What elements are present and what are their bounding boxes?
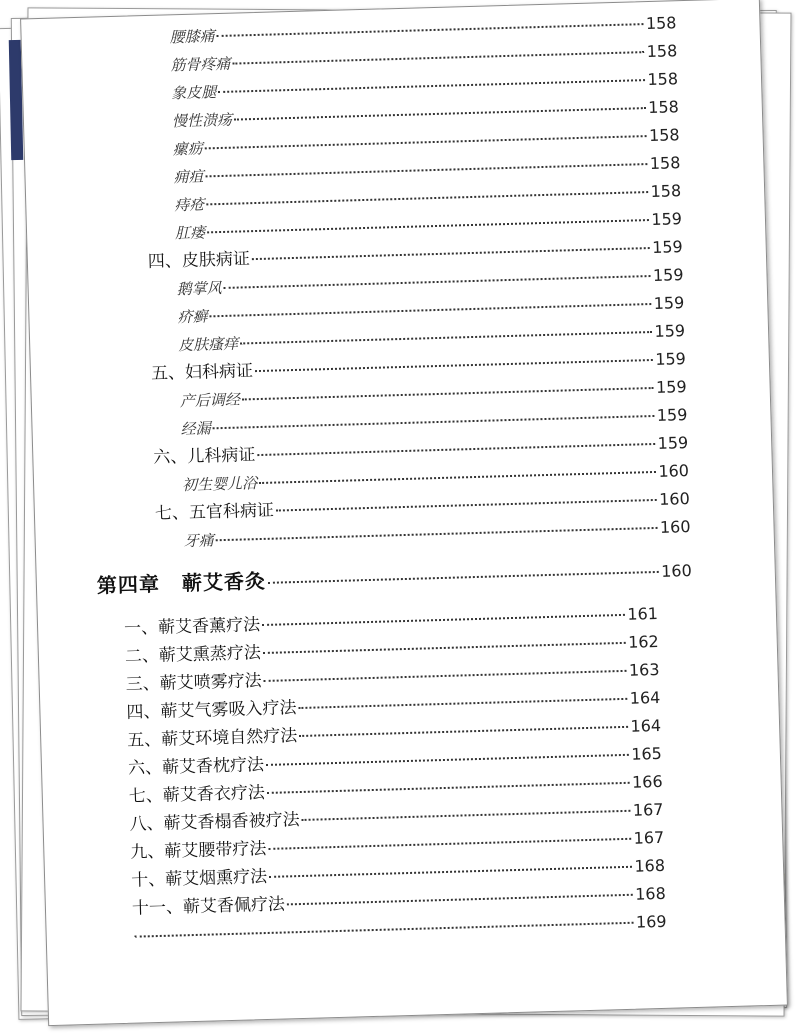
method-title: 九、蕲艾腰带疗法	[130, 838, 267, 863]
page-number: 159	[655, 349, 687, 369]
page-number: 165	[631, 743, 663, 764]
page-number: 158	[647, 69, 679, 90]
leader-dots	[299, 726, 628, 737]
subentry-title: 痈疽	[173, 167, 204, 187]
page-number: 159	[651, 237, 683, 257]
toc-page	[20, 0, 788, 1026]
leader-dots	[269, 866, 632, 878]
page-number: 166	[631, 771, 663, 792]
page-number: 158	[648, 125, 680, 146]
method-title: 二、蕲艾熏蒸疗法	[124, 643, 262, 667]
leader-dots	[276, 499, 657, 512]
leader-dots	[255, 359, 653, 372]
leader-dots	[218, 79, 645, 93]
page-number: 159	[652, 265, 684, 285]
leader-dots	[217, 23, 644, 37]
method-title: 六、蕲艾香枕疗法	[127, 755, 265, 779]
method-title: 八、蕲艾香榻香被疗法	[129, 810, 300, 835]
page-number: 158	[650, 181, 682, 201]
page-number: 160	[659, 517, 691, 537]
subentry-title: 腰膝痛	[169, 27, 215, 47]
title-gap	[160, 590, 182, 591]
page-number: 160	[658, 461, 690, 481]
section-title: 五、妇科病证	[150, 361, 254, 385]
leader-dots	[232, 51, 644, 65]
page-number: 159	[651, 209, 683, 229]
method-title: 三、蕲艾喷雾疗法	[125, 671, 262, 695]
leader-dots	[135, 922, 634, 938]
subentry-title: 牙痛	[183, 531, 214, 551]
leader-dots	[206, 163, 648, 177]
subentry-title: 产后调经	[179, 390, 241, 411]
method-title: 十一、蕲艾香佩疗法	[131, 894, 286, 919]
subentry-title: 皮肤瘙痒	[178, 334, 239, 355]
method-title: 五、蕲艾环境自然疗法	[127, 726, 298, 751]
page-number: 164	[630, 715, 662, 736]
page-number: 168	[634, 883, 667, 904]
leader-dots	[257, 443, 655, 456]
section-title: 七、五官科病证	[154, 500, 275, 524]
page-number: 160	[658, 489, 691, 509]
page-number: 164	[629, 687, 661, 708]
leader-dots	[205, 135, 647, 149]
page-number: 162	[627, 631, 659, 652]
leader-dots	[213, 415, 655, 429]
page-number: 161	[627, 603, 659, 624]
page-number: 167	[633, 827, 665, 848]
page-number: 158	[646, 41, 678, 62]
subentry-title: 鹅掌风	[176, 279, 222, 299]
page-number: 169	[635, 911, 667, 932]
leader-dots	[287, 894, 633, 906]
toc-entry	[97, 555, 693, 600]
leader-dots	[234, 107, 646, 121]
table-of-contents	[21, 0, 787, 1025]
section-title: 六、儿科病证	[153, 445, 256, 468]
leader-dots	[268, 571, 659, 584]
page-number: 159	[656, 405, 688, 425]
method-title: 七、蕲艾香衣疗法	[128, 783, 266, 807]
subentry-title: 经漏	[180, 419, 211, 439]
leader-dots	[268, 838, 631, 850]
page-number: 158	[649, 153, 681, 173]
subentry-title: 肛瘘	[174, 223, 206, 243]
leader-dots	[252, 247, 650, 260]
subentry-title: 初生婴儿浴	[181, 474, 258, 495]
leader-dots	[302, 810, 631, 821]
chapter-label: 第四章	[96, 571, 161, 598]
leader-dots	[207, 219, 649, 233]
method-title: 一、蕲艾香薰疗法	[123, 615, 261, 639]
method-title: 四、蕲艾气雾吸入疗法	[126, 698, 297, 723]
leader-dots	[206, 191, 648, 205]
page-number: 158	[645, 13, 677, 34]
subentry-title: 痔疮	[174, 195, 205, 215]
page-number: 163	[628, 659, 660, 680]
leader-dots	[262, 614, 625, 626]
chapter-title: 蕲艾香灸	[181, 568, 267, 596]
page-number: 159	[653, 293, 685, 313]
leader-dots	[264, 670, 627, 682]
subentry-title: 疥癣	[177, 307, 208, 327]
page-number: 159	[657, 433, 689, 453]
page-number: 159	[654, 321, 686, 341]
subentry-title: 筋骨疼痛	[170, 54, 231, 75]
subentry-title: 瘰疬	[172, 139, 204, 159]
page-number: 158	[647, 97, 680, 118]
method-title: 十、蕲艾烟熏疗法	[130, 866, 268, 891]
page-number: 167	[632, 799, 664, 820]
section-title: 四、皮肤病证	[147, 249, 251, 273]
leader-dots	[259, 471, 656, 484]
leader-dots	[240, 331, 652, 345]
leader-dots	[298, 698, 627, 709]
subentry-title: 象皮腿	[170, 83, 217, 103]
subentry-title: 慢性溃疡	[171, 110, 233, 131]
leader-dots	[209, 303, 651, 317]
page-number: 159	[655, 377, 687, 397]
leader-dots	[242, 387, 654, 401]
leader-dots	[266, 754, 629, 766]
leader-dots	[263, 642, 626, 654]
leader-dots	[267, 782, 630, 794]
leader-dots	[224, 275, 651, 289]
page-number: 168	[634, 855, 666, 876]
page-number: 160	[660, 560, 693, 581]
leader-dots	[216, 527, 658, 541]
